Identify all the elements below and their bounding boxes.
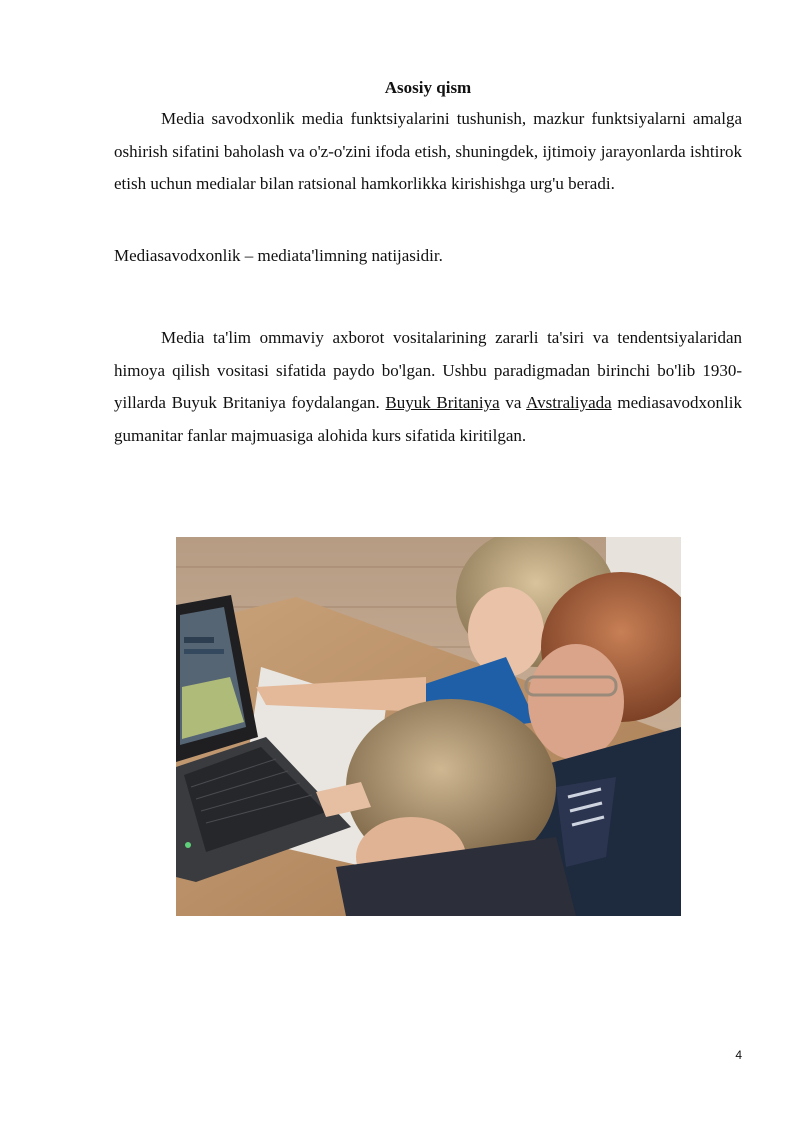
- page-number: 4: [735, 1048, 742, 1062]
- paragraph-history-text-before: Media ta'lim ommaviy axborot vositalarining zararli ta'siri va tendentsiyalaridan himoya qilish vositasi sifatida paydo bo'lgan. Ushbu paradigmadan birinchi bo'lib 1930-yillarda Buyuk Britaniya foydalangan.: [114, 328, 742, 412]
- link-buyuk-britaniya[interactable]: Buyuk Britaniya: [385, 393, 500, 412]
- paragraph-result: Mediasavodxonlik – mediata'limning natijasidir.: [114, 246, 443, 265]
- paragraph-history-text-after: mediasavodxonlik gumanitar fanlar majmuasiga alohida kurs sifatida kiritilgan.: [114, 393, 742, 445]
- section-heading: Asosiy qism: [384, 78, 472, 97]
- link-avstraliyada[interactable]: Avstraliyada: [526, 393, 612, 412]
- paragraph-definition: Media savodxonlik media funktsiyalarini tushunish, mazkur funktsiyalarni amalga oshirish sifatini baholash va o'z-o'zini ifoda etish, shuningdek, ijtimoiy jarayonlarda ishtirok etish uchun medialar bilan ratsional hamkorlikka kirishishga urg'u beradi.: [114, 109, 742, 193]
- photo-people-at-laptop: [176, 537, 681, 916]
- paragraph-history-text-middle: va: [499, 393, 527, 412]
- paragraph-history: [114, 322, 742, 452]
